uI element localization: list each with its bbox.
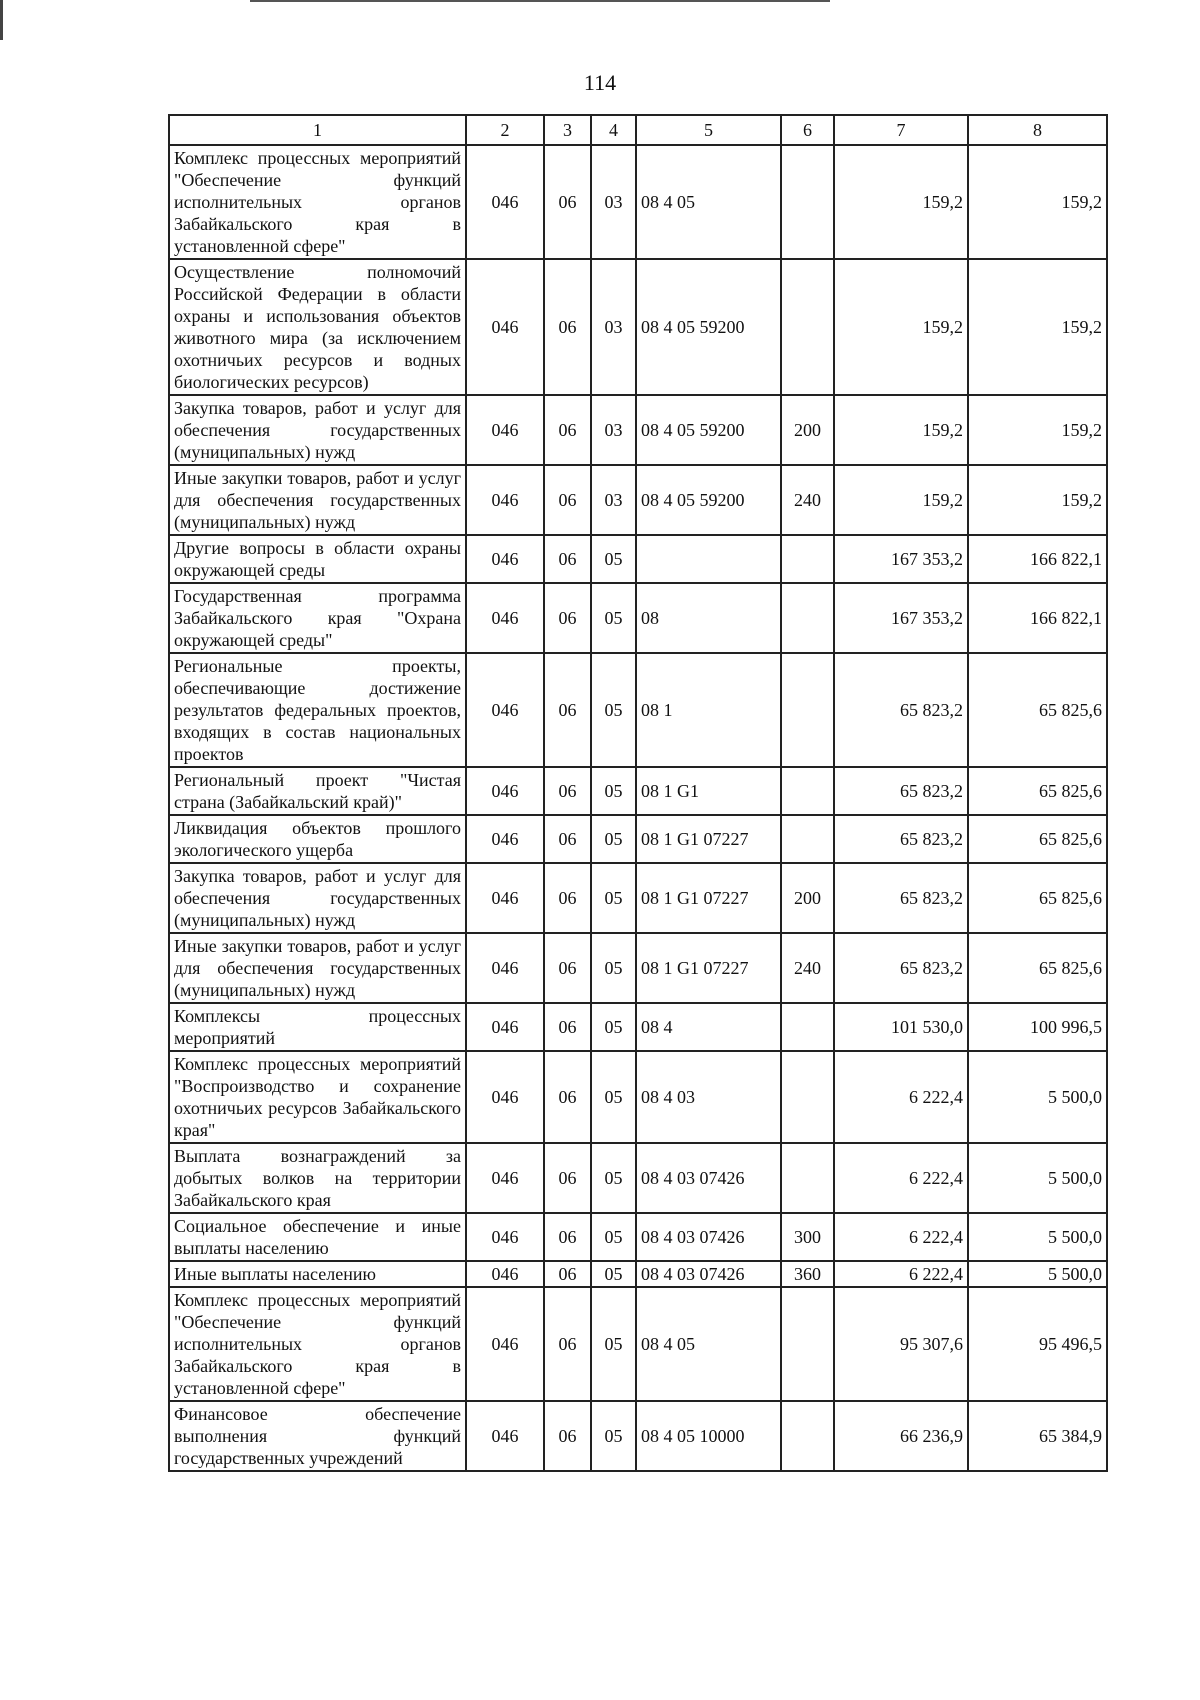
- target-article-cell: 08 4 03 07426: [636, 1213, 781, 1261]
- table-body: [169, 145, 1107, 1471]
- expense-type-cell: [781, 1287, 834, 1401]
- target-article-cell: 08 4 03: [636, 1051, 781, 1143]
- page-number: 114: [583, 70, 617, 95]
- item-name-cell: Иные закупки товаров, работ и услуг для обеспечения государственных (муниципальных) нужд: [169, 933, 466, 1003]
- header-cell: 7: [834, 115, 968, 145]
- section-cell: 06: [544, 395, 591, 465]
- subsection-cell: 03: [591, 259, 636, 395]
- header-cell: 4: [591, 115, 636, 145]
- header-cell: 5: [636, 115, 781, 145]
- table-row: [169, 259, 1107, 395]
- expense-type-cell: [781, 1401, 834, 1471]
- amount-col7-cell: 167 353,2: [834, 535, 968, 583]
- amount-col8-cell: 159,2: [968, 465, 1107, 535]
- expense-type-cell: [781, 535, 834, 583]
- expense-type-cell: [781, 653, 834, 767]
- amount-col8-cell: 65 825,6: [968, 933, 1107, 1003]
- amount-col7-cell: 65 823,2: [834, 863, 968, 933]
- item-name-cell: Комплекс процессных мероприятий "Обеспечение функций исполнительных органов Забайкальского края в установленной сфере": [169, 145, 466, 259]
- admin-code-cell: 046: [466, 863, 544, 933]
- target-article-cell: 08 4 03 07426: [636, 1143, 781, 1213]
- section-cell: 06: [544, 653, 591, 767]
- amount-col8-cell: 5 500,0: [968, 1051, 1107, 1143]
- admin-code-cell: 046: [466, 145, 544, 259]
- subsection-cell: 05: [591, 1051, 636, 1143]
- table-row: [169, 145, 1107, 259]
- item-name-cell: Осуществление полномочий Российской Федерации в области охраны и использования объектов животного мира (за исключением охотничьих ресурсов и водных биологических ресурсов): [169, 259, 466, 395]
- target-article-cell: 08 4 03 07426: [636, 1261, 781, 1287]
- header-row: [169, 115, 1107, 145]
- header-cell: 3: [544, 115, 591, 145]
- subsection-cell: 05: [591, 863, 636, 933]
- item-name-cell: Комплекс процессных мероприятий "Обеспечение функций исполнительных органов Забайкальского края в установленной сфере": [169, 1287, 466, 1401]
- header-cell: 8: [968, 115, 1107, 145]
- header-cell: 6: [781, 115, 834, 145]
- section-cell: 06: [544, 1003, 591, 1051]
- scan-top-line: [250, 0, 830, 2]
- amount-col7-cell: 101 530,0: [834, 1003, 968, 1051]
- expense-type-cell: [781, 815, 834, 863]
- amount-col8-cell: 159,2: [968, 145, 1107, 259]
- item-name-cell: Выплата вознаграждений за добытых волков на территории Забайкальского края: [169, 1143, 466, 1213]
- subsection-cell: 05: [591, 535, 636, 583]
- table-row: [169, 1213, 1107, 1261]
- admin-code-cell: 046: [466, 535, 544, 583]
- target-article-cell: 08 1 G1: [636, 767, 781, 815]
- item-name-cell: Иные выплаты населению: [169, 1261, 466, 1287]
- target-article-cell: 08 4 05 59200: [636, 259, 781, 395]
- admin-code-cell: 046: [466, 653, 544, 767]
- item-name-cell: Комплексы процессных мероприятий: [169, 1003, 466, 1051]
- admin-code-cell: 046: [466, 395, 544, 465]
- section-cell: 06: [544, 1287, 591, 1401]
- amount-col8-cell: 65 825,6: [968, 653, 1107, 767]
- item-name-cell: Финансовое обеспечение выполнения функций государственных учреждений: [169, 1401, 466, 1471]
- amount-col8-cell: 65 384,9: [968, 1401, 1107, 1471]
- table-row: [169, 535, 1107, 583]
- item-name-cell: Закупка товаров, работ и услуг для обеспечения государственных (муниципальных) нужд: [169, 863, 466, 933]
- table-row: [169, 583, 1107, 653]
- amount-col8-cell: 65 825,6: [968, 767, 1107, 815]
- subsection-cell: 05: [591, 1287, 636, 1401]
- admin-code-cell: 046: [466, 583, 544, 653]
- admin-code-cell: 046: [466, 1287, 544, 1401]
- subsection-cell: 05: [591, 933, 636, 1003]
- subsection-cell: 05: [591, 1003, 636, 1051]
- section-cell: 06: [544, 863, 591, 933]
- amount-col7-cell: 95 307,6: [834, 1287, 968, 1401]
- header-cell: 2: [466, 115, 544, 145]
- amount-col7-cell: 65 823,2: [834, 815, 968, 863]
- admin-code-cell: 046: [466, 933, 544, 1003]
- subsection-cell: 05: [591, 1261, 636, 1287]
- target-article-cell: 08 4 05: [636, 145, 781, 259]
- subsection-cell: 05: [591, 1213, 636, 1261]
- amount-col7-cell: 167 353,2: [834, 583, 968, 653]
- expense-type-cell: 200: [781, 395, 834, 465]
- budget-table: [168, 114, 1108, 1472]
- target-article-cell: [636, 535, 781, 583]
- expense-type-cell: [781, 259, 834, 395]
- item-name-cell: Региональный проект "Чистая страна (Забайкальский край)": [169, 767, 466, 815]
- target-article-cell: 08: [636, 583, 781, 653]
- item-name-cell: Другие вопросы в области охраны окружающей среды: [169, 535, 466, 583]
- amount-col8-cell: 65 825,6: [968, 863, 1107, 933]
- section-cell: 06: [544, 1051, 591, 1143]
- expense-type-cell: [781, 1143, 834, 1213]
- amount-col7-cell: 159,2: [834, 145, 968, 259]
- table-row: [169, 395, 1107, 465]
- header-cell: 1: [169, 115, 466, 145]
- amount-col7-cell: 65 823,2: [834, 767, 968, 815]
- table-row: [169, 1051, 1107, 1143]
- table-row: [169, 815, 1107, 863]
- amount-col8-cell: 5 500,0: [968, 1213, 1107, 1261]
- table-row: [169, 1261, 1107, 1287]
- table-row: [169, 1003, 1107, 1051]
- expense-type-cell: 240: [781, 933, 834, 1003]
- section-cell: 06: [544, 933, 591, 1003]
- expense-type-cell: 240: [781, 465, 834, 535]
- amount-col7-cell: 159,2: [834, 395, 968, 465]
- amount-col7-cell: 6 222,4: [834, 1213, 968, 1261]
- amount-col7-cell: 6 222,4: [834, 1143, 968, 1213]
- amount-col7-cell: 66 236,9: [834, 1401, 968, 1471]
- amount-col7-cell: 159,2: [834, 465, 968, 535]
- section-cell: 06: [544, 1213, 591, 1261]
- target-article-cell: 08 4: [636, 1003, 781, 1051]
- admin-code-cell: 046: [466, 465, 544, 535]
- target-article-cell: 08 4 05 59200: [636, 395, 781, 465]
- table-row: [169, 1143, 1107, 1213]
- item-name-cell: Ликвидация объектов прошлого экологического ущерба: [169, 815, 466, 863]
- section-cell: 06: [544, 815, 591, 863]
- target-article-cell: 08 1: [636, 653, 781, 767]
- subsection-cell: 05: [591, 653, 636, 767]
- admin-code-cell: 046: [466, 1003, 544, 1051]
- subsection-cell: 05: [591, 1143, 636, 1213]
- amount-col8-cell: 5 500,0: [968, 1261, 1107, 1287]
- amount-col8-cell: 5 500,0: [968, 1143, 1107, 1213]
- section-cell: 06: [544, 259, 591, 395]
- amount-col7-cell: 65 823,2: [834, 653, 968, 767]
- admin-code-cell: 046: [466, 1401, 544, 1471]
- section-cell: 06: [544, 535, 591, 583]
- table-row: [169, 863, 1107, 933]
- subsection-cell: 03: [591, 145, 636, 259]
- section-cell: 06: [544, 145, 591, 259]
- expense-type-cell: [781, 1003, 834, 1051]
- item-name-cell: Комплекс процессных мероприятий "Воспроизводство и сохранение охотничьих ресурсов Забайкальского края": [169, 1051, 466, 1143]
- section-cell: 06: [544, 1143, 591, 1213]
- table-row: [169, 1401, 1107, 1471]
- item-name-cell: Социальное обеспечение и иные выплаты населению: [169, 1213, 466, 1261]
- target-article-cell: 08 1 G1 07227: [636, 815, 781, 863]
- expense-type-cell: [781, 1051, 834, 1143]
- subsection-cell: 05: [591, 767, 636, 815]
- subsection-cell: 05: [591, 583, 636, 653]
- expense-type-cell: 300: [781, 1213, 834, 1261]
- section-cell: 06: [544, 1401, 591, 1471]
- item-name-cell: Иные закупки товаров, работ и услуг для обеспечения государственных (муниципальных) нужд: [169, 465, 466, 535]
- expense-type-cell: [781, 767, 834, 815]
- amount-col8-cell: 65 825,6: [968, 815, 1107, 863]
- admin-code-cell: 046: [466, 259, 544, 395]
- target-article-cell: 08 1 G1 07227: [636, 863, 781, 933]
- expense-type-cell: 200: [781, 863, 834, 933]
- amount-col8-cell: 159,2: [968, 395, 1107, 465]
- subsection-cell: 05: [591, 1401, 636, 1471]
- amount-col7-cell: 159,2: [834, 259, 968, 395]
- target-article-cell: 08 4 05 10000: [636, 1401, 781, 1471]
- table-row: [169, 767, 1107, 815]
- amount-col7-cell: 6 222,4: [834, 1051, 968, 1143]
- target-article-cell: 08 1 G1 07227: [636, 933, 781, 1003]
- amount-col7-cell: 65 823,2: [834, 933, 968, 1003]
- admin-code-cell: 046: [466, 767, 544, 815]
- subsection-cell: 05: [591, 815, 636, 863]
- section-cell: 06: [544, 1261, 591, 1287]
- admin-code-cell: 046: [466, 1143, 544, 1213]
- admin-code-cell: 046: [466, 1051, 544, 1143]
- amount-col8-cell: 166 822,1: [968, 535, 1107, 583]
- amount-col7-cell: 6 222,4: [834, 1261, 968, 1287]
- expense-type-cell: 360: [781, 1261, 834, 1287]
- table-row: [169, 1287, 1107, 1401]
- admin-code-cell: 046: [466, 815, 544, 863]
- amount-col8-cell: 166 822,1: [968, 583, 1107, 653]
- amount-col8-cell: 100 996,5: [968, 1003, 1107, 1051]
- target-article-cell: 08 4 05 59200: [636, 465, 781, 535]
- subsection-cell: 03: [591, 395, 636, 465]
- expense-type-cell: [781, 145, 834, 259]
- scan-left-edge: [0, 0, 3, 40]
- item-name-cell: Региональные проекты, обеспечивающие достижение результатов федеральных проектов, входящих в состав национальных проектов: [169, 653, 466, 767]
- amount-col8-cell: 95 496,5: [968, 1287, 1107, 1401]
- subsection-cell: 03: [591, 465, 636, 535]
- target-article-cell: 08 4 05: [636, 1287, 781, 1401]
- amount-col8-cell: 159,2: [968, 259, 1107, 395]
- expense-type-cell: [781, 583, 834, 653]
- section-cell: 06: [544, 465, 591, 535]
- section-cell: 06: [544, 583, 591, 653]
- item-name-cell: Закупка товаров, работ и услуг для обеспечения государственных (муниципальных) нужд: [169, 395, 466, 465]
- section-cell: 06: [544, 767, 591, 815]
- admin-code-cell: 046: [466, 1261, 544, 1287]
- item-name-cell: Государственная программа Забайкальского края "Охрана окружающей среды": [169, 583, 466, 653]
- table-row: [169, 933, 1107, 1003]
- admin-code-cell: 046: [466, 1213, 544, 1261]
- table-row: [169, 653, 1107, 767]
- table-row: [169, 465, 1107, 535]
